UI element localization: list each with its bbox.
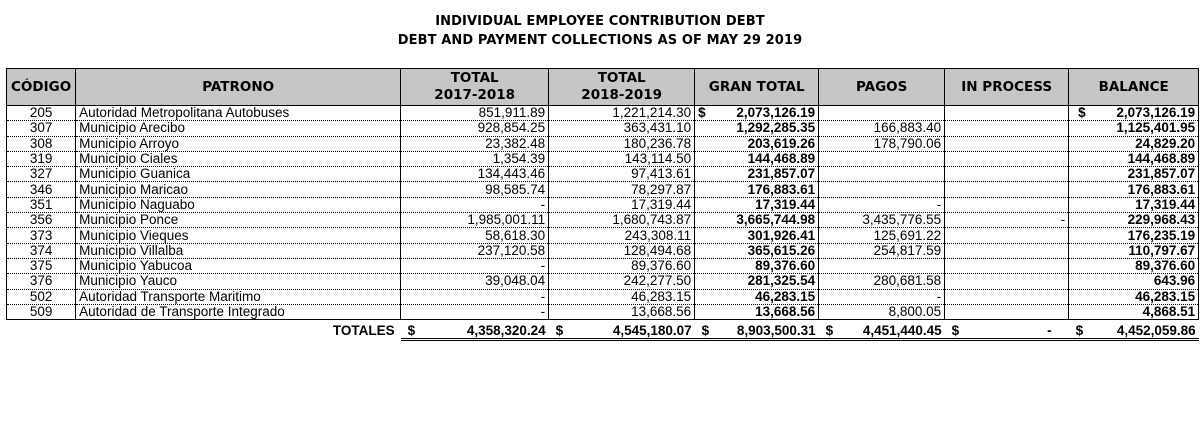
balance-cell bbox=[1069, 167, 1199, 182]
balance-cell bbox=[1069, 304, 1199, 319]
table-row bbox=[7, 136, 1199, 151]
code-cell-value: 375 bbox=[29, 258, 53, 274]
balance-cell-value: 144,468.89 bbox=[1127, 151, 1196, 167]
pagos-cell-value: - bbox=[936, 197, 942, 212]
total-2018-2019-cell-value: 1,221,214.30 bbox=[612, 105, 692, 121]
total-2017-2018-cell bbox=[401, 274, 549, 289]
header-row bbox=[7, 69, 1199, 106]
total-2018-2019-cell bbox=[549, 274, 695, 289]
code-cell bbox=[7, 304, 76, 319]
in-process-cell bbox=[945, 304, 1069, 319]
gran-total-cell-value: 203,619.26 bbox=[747, 136, 816, 151]
total-2017-2018-cell-value: - bbox=[540, 197, 546, 212]
pagos-cell bbox=[819, 182, 945, 197]
balance-cell bbox=[1069, 228, 1199, 243]
in-process-cell bbox=[945, 274, 1069, 289]
totals-currency-6: $ bbox=[1075, 322, 1084, 338]
header-balance: BALANCE bbox=[1069, 69, 1199, 106]
balance-cell-value: 2,073,126.19 bbox=[1116, 105, 1196, 121]
balance-cell-value: 24,829.20 bbox=[1135, 136, 1196, 151]
pagos-cell bbox=[819, 304, 945, 319]
total-2018-2019-cell-value: 13,668.56 bbox=[631, 304, 692, 319]
patrono-cell-value: Municipio Yauco bbox=[79, 273, 177, 289]
totals-currency-3: $ bbox=[701, 322, 710, 338]
totals-gran-total-value: 8,903,500.31 bbox=[736, 322, 816, 338]
balance-cell bbox=[1069, 136, 1199, 151]
pagos-cell-value: 3,435,776.55 bbox=[862, 212, 942, 228]
totals-total-2017-2018 bbox=[401, 320, 549, 340]
total-2018-2019-cell bbox=[549, 151, 695, 166]
totals-total-2018-2019-value: 4,545,180.07 bbox=[612, 322, 692, 338]
total-2017-2018-cell bbox=[401, 167, 549, 182]
pagos-cell bbox=[819, 213, 945, 228]
totals-pagos bbox=[819, 320, 945, 340]
in-process-cell bbox=[945, 243, 1069, 258]
gran-total-cell-value: 2,073,126.19 bbox=[736, 105, 816, 121]
table-row bbox=[7, 167, 1199, 182]
total-2017-2018-cell bbox=[401, 289, 549, 304]
gran-total-cell bbox=[695, 106, 819, 121]
pagos-cell-value: 166,883.40 bbox=[873, 120, 942, 136]
totals-in-process bbox=[945, 320, 1069, 340]
gran-total-cell-value: 46,283.15 bbox=[755, 289, 816, 304]
total-2018-2019-cell bbox=[549, 106, 695, 121]
gran-total-cell-value: 13,668.56 bbox=[755, 304, 816, 319]
code-cell bbox=[7, 274, 76, 289]
pagos-cell bbox=[819, 121, 945, 136]
total-2018-2019-cell-value: 97,413.61 bbox=[631, 166, 692, 182]
code-cell bbox=[7, 289, 76, 304]
pagos-cell bbox=[819, 106, 945, 121]
total-2018-2019-cell-value: 363,431.10 bbox=[623, 120, 692, 136]
header-total-2018-2019-line2: 2018-2019 bbox=[581, 87, 663, 103]
patrono-cell bbox=[76, 151, 401, 166]
total-2017-2018-cell-value: - bbox=[540, 289, 546, 304]
pagos-cell bbox=[819, 274, 945, 289]
code-cell-value: 502 bbox=[29, 289, 53, 304]
gran-total-cell-value: 1,292,285.35 bbox=[736, 120, 816, 136]
pagos-cell-value: 8,800.05 bbox=[888, 304, 942, 319]
balance-cell-value: 110,797.67 bbox=[1128, 243, 1196, 258]
gran-total-cell-value: 231,857.07 bbox=[747, 166, 816, 182]
header-patrono: PATRONO bbox=[76, 69, 401, 106]
header-codigo: CÓDIGO bbox=[7, 69, 76, 106]
in-process-cell bbox=[945, 228, 1069, 243]
total-2017-2018-cell bbox=[401, 304, 549, 319]
balance-cell bbox=[1069, 213, 1199, 228]
in-process-cell bbox=[945, 289, 1069, 304]
in-process-cell bbox=[945, 151, 1069, 166]
total-2018-2019-cell bbox=[549, 167, 695, 182]
gran-total-cell bbox=[695, 304, 819, 319]
header-total-2017-2018-line2: 2017-2018 bbox=[434, 87, 516, 103]
table-row bbox=[7, 106, 1199, 121]
report-subtitle: DEBT AND PAYMENT COLLECTIONS AS OF MAY 29 2019 bbox=[397, 33, 803, 48]
gran-total-cell bbox=[695, 182, 819, 197]
table-row bbox=[7, 243, 1199, 258]
balance-cell bbox=[1069, 182, 1199, 197]
total-2017-2018-cell bbox=[401, 151, 549, 166]
code-cell bbox=[7, 182, 76, 197]
total-2018-2019-cell-value: 1,680,743.87 bbox=[612, 212, 692, 228]
in-process-cell bbox=[945, 106, 1069, 121]
total-2018-2019-cell-value: 46,283.15 bbox=[631, 289, 692, 304]
total-2017-2018-cell bbox=[401, 243, 549, 258]
total-2017-2018-cell-value: 1,985,001.11 bbox=[467, 212, 546, 228]
patrono-cell-value: Autoridad Metropolitana Autobuses bbox=[79, 105, 290, 121]
pagos-cell-value: 254,817.59 bbox=[873, 243, 942, 258]
balance-cell bbox=[1069, 243, 1199, 258]
balance-cell bbox=[1069, 121, 1199, 136]
patrono-cell-value: Municipio Arecibo bbox=[79, 120, 185, 136]
gran-total-cell-value: 301,926.41 bbox=[747, 227, 816, 243]
in-process-cell bbox=[945, 213, 1069, 228]
balance-cell-value: 4,868.51 bbox=[1142, 304, 1196, 319]
pagos-cell bbox=[819, 167, 945, 182]
balance-cell bbox=[1069, 151, 1199, 166]
table-row bbox=[7, 121, 1199, 136]
gran-total-cell-value: 365,615.26 bbox=[747, 243, 816, 258]
code-cell-value: 205 bbox=[29, 105, 53, 121]
patrono-cell bbox=[76, 228, 401, 243]
code-cell-value: 376 bbox=[29, 273, 53, 289]
table-row bbox=[7, 151, 1199, 166]
patrono-cell bbox=[76, 243, 401, 258]
balance-cell bbox=[1069, 258, 1199, 273]
gran-total-cell-value: 3,665,744.98 bbox=[736, 212, 816, 228]
pagos-cell bbox=[819, 243, 945, 258]
in-process-cell bbox=[945, 167, 1069, 182]
patrono-cell-value: Municipio Maricao bbox=[79, 181, 188, 197]
currency-sign: $ bbox=[1078, 105, 1086, 121]
total-2017-2018-cell-value: 1,354.39 bbox=[492, 151, 546, 167]
total-2018-2019-cell-value: 17,319.44 bbox=[631, 197, 692, 212]
patrono-cell-value: Municipio Vieques bbox=[79, 227, 189, 243]
code-cell bbox=[7, 106, 76, 121]
code-cell-value: 308 bbox=[29, 136, 53, 151]
gran-total-cell bbox=[695, 258, 819, 273]
total-2018-2019-cell-value: 242,277.50 bbox=[623, 273, 692, 289]
code-cell bbox=[7, 228, 76, 243]
gran-total-cell bbox=[695, 213, 819, 228]
header-total-2017-2018-line1: TOTAL bbox=[450, 70, 499, 86]
total-2017-2018-cell-value: 39,048.04 bbox=[485, 273, 546, 289]
patrono-cell bbox=[76, 106, 401, 121]
totals-balance bbox=[1069, 320, 1199, 340]
total-2017-2018-cell bbox=[401, 213, 549, 228]
total-2018-2019-cell-value: 180,236.78 bbox=[623, 136, 692, 151]
total-2018-2019-cell bbox=[549, 197, 695, 212]
pagos-cell-value: 125,691.22 bbox=[873, 227, 942, 243]
table-row bbox=[7, 258, 1199, 273]
in-process-cell-value: - bbox=[1060, 212, 1066, 228]
table-row bbox=[7, 197, 1199, 212]
pagos-cell bbox=[819, 228, 945, 243]
pagos-cell bbox=[819, 151, 945, 166]
total-2017-2018-cell-value: 237,120.58 bbox=[477, 243, 546, 258]
gran-total-cell bbox=[695, 243, 819, 258]
balance-cell bbox=[1069, 197, 1199, 212]
code-cell-value: 373 bbox=[29, 227, 53, 243]
code-cell-value: 374 bbox=[29, 243, 53, 258]
patrono-cell-value: Municipio Guanica bbox=[79, 166, 191, 182]
patrono-cell bbox=[76, 121, 401, 136]
gran-total-cell bbox=[695, 228, 819, 243]
balance-cell-value: 46,283.15 bbox=[1135, 289, 1196, 304]
pagos-cell bbox=[819, 197, 945, 212]
patrono-cell bbox=[76, 274, 401, 289]
table-row bbox=[7, 228, 1199, 243]
total-2018-2019-cell-value: 78,297.87 bbox=[631, 181, 692, 197]
patrono-cell bbox=[76, 258, 401, 273]
total-2018-2019-cell bbox=[549, 304, 695, 319]
total-2017-2018-cell bbox=[401, 197, 549, 212]
totals-currency-2: $ bbox=[555, 322, 564, 338]
report-title: INDIVIDUAL EMPLOYEE CONTRIBUTION DEBT bbox=[435, 14, 765, 29]
patrono-cell-value: Municipio Naguabo bbox=[79, 197, 195, 212]
gran-total-cell-value: 176,883.61 bbox=[747, 181, 816, 197]
gran-total-cell bbox=[695, 121, 819, 136]
total-2018-2019-cell bbox=[549, 182, 695, 197]
in-process-cell bbox=[945, 136, 1069, 151]
total-2018-2019-cell bbox=[549, 136, 695, 151]
totals-currency-5: $ bbox=[951, 322, 960, 338]
table-row bbox=[7, 182, 1199, 197]
patrono-cell-value: Municipio Arroyo bbox=[79, 136, 179, 151]
total-2018-2019-cell-value: 89,376.60 bbox=[631, 258, 692, 274]
gran-total-cell-value: 144,468.89 bbox=[747, 151, 816, 167]
gran-total-cell bbox=[695, 274, 819, 289]
patrono-cell bbox=[76, 197, 401, 212]
code-cell-value: 307 bbox=[29, 120, 53, 136]
total-2017-2018-cell bbox=[401, 258, 549, 273]
in-process-cell bbox=[945, 197, 1069, 212]
patrono-cell-value: Municipio Ponce bbox=[79, 212, 179, 228]
in-process-cell bbox=[945, 182, 1069, 197]
balance-cell-value: 1,125,401.95 bbox=[1116, 120, 1196, 136]
gran-total-cell bbox=[695, 197, 819, 212]
code-cell bbox=[7, 121, 76, 136]
header-gran-total: GRAN TOTAL bbox=[695, 69, 819, 106]
patrono-cell bbox=[76, 167, 401, 182]
debt-table bbox=[6, 68, 1199, 341]
gran-total-cell bbox=[695, 136, 819, 151]
total-2017-2018-cell-value: 134,443.46 bbox=[477, 166, 546, 182]
total-2018-2019-cell bbox=[549, 213, 695, 228]
patrono-cell bbox=[76, 304, 401, 319]
balance-cell bbox=[1069, 106, 1199, 121]
patrono-cell bbox=[76, 182, 401, 197]
in-process-cell bbox=[945, 258, 1069, 273]
total-2017-2018-cell-value: - bbox=[540, 304, 546, 319]
code-cell-value: 319 bbox=[29, 151, 53, 167]
pagos-cell-value: 178,790.06 bbox=[873, 136, 942, 151]
patrono-cell-value: Autoridad de Transporte Integrado bbox=[79, 304, 285, 319]
total-2017-2018-cell bbox=[401, 228, 549, 243]
total-2017-2018-cell-value: - bbox=[540, 258, 546, 274]
gran-total-cell bbox=[695, 289, 819, 304]
pagos-cell bbox=[819, 258, 945, 273]
totals-currency-4: $ bbox=[825, 322, 834, 338]
gran-total-cell bbox=[695, 167, 819, 182]
totals-gran-total bbox=[695, 320, 819, 340]
total-2017-2018-cell bbox=[401, 121, 549, 136]
code-cell bbox=[7, 243, 76, 258]
totals-currency-1: $ bbox=[407, 322, 416, 338]
balance-cell bbox=[1069, 289, 1199, 304]
pagos-cell-value: - bbox=[936, 289, 942, 304]
table-row bbox=[7, 289, 1199, 304]
code-cell bbox=[7, 136, 76, 151]
header-in-process: IN PROCESS bbox=[945, 69, 1069, 106]
header-total-2018-2019-line1: TOTAL bbox=[597, 70, 646, 86]
total-2018-2019-cell-value: 243,308.11 bbox=[624, 227, 692, 243]
code-cell bbox=[7, 167, 76, 182]
patrono-cell bbox=[76, 289, 401, 304]
code-cell bbox=[7, 213, 76, 228]
balance-cell-value: 17,319.44 bbox=[1135, 197, 1196, 212]
pagos-cell bbox=[819, 289, 945, 304]
total-2017-2018-cell bbox=[401, 182, 549, 197]
currency-sign: $ bbox=[698, 105, 706, 121]
report-titles bbox=[0, 12, 1200, 50]
gran-total-cell-value: 89,376.60 bbox=[755, 258, 816, 274]
total-2018-2019-cell bbox=[549, 289, 695, 304]
totals-label: TOTALES bbox=[332, 323, 395, 339]
totals-pagos-value: 4,451,440.45 bbox=[862, 322, 942, 338]
code-cell-value: 327 bbox=[29, 166, 53, 182]
totals-balance-value: 4,452,059.86 bbox=[1116, 322, 1196, 338]
table-row bbox=[7, 274, 1199, 289]
total-2018-2019-cell bbox=[549, 121, 695, 136]
table-row bbox=[7, 213, 1199, 228]
gran-total-cell-value: 281,325.54 bbox=[747, 273, 816, 289]
table-row bbox=[7, 304, 1199, 319]
total-2017-2018-cell bbox=[401, 136, 549, 151]
total-2017-2018-cell-value: 58,618.30 bbox=[485, 227, 546, 243]
balance-cell-value: 176,235.19 bbox=[1127, 227, 1196, 243]
code-cell bbox=[7, 197, 76, 212]
total-2017-2018-cell-value: 98,585.74 bbox=[485, 181, 546, 197]
code-cell-value: 509 bbox=[29, 304, 53, 319]
patrono-cell-value: Municipio Yabucoa bbox=[79, 258, 192, 274]
gran-total-cell-value: 17,319.44 bbox=[755, 197, 816, 212]
total-2017-2018-cell bbox=[401, 106, 549, 121]
patrono-cell-value: Municipio Ciales bbox=[79, 151, 178, 167]
in-process-cell bbox=[945, 121, 1069, 136]
patrono-cell-value: Municipio Villalba bbox=[79, 243, 184, 258]
pagos-cell bbox=[819, 136, 945, 151]
totals-in-process-value: - bbox=[1047, 322, 1052, 338]
balance-cell-value: 176,883.61 bbox=[1127, 181, 1196, 197]
header-pagos: PAGOS bbox=[819, 69, 945, 106]
gran-total-cell bbox=[695, 151, 819, 166]
total-2017-2018-cell-value: 851,911.89 bbox=[478, 105, 546, 121]
totals-empty-cell bbox=[7, 320, 76, 340]
patrono-cell bbox=[76, 213, 401, 228]
totals-row bbox=[7, 320, 1199, 340]
balance-cell-value: 643.96 bbox=[1153, 273, 1196, 289]
total-2018-2019-cell bbox=[549, 258, 695, 273]
code-cell bbox=[7, 151, 76, 166]
total-2017-2018-cell-value: 928,854.25 bbox=[477, 120, 546, 136]
pagos-cell-value: 280,681.58 bbox=[873, 273, 942, 289]
code-cell-value: 351 bbox=[29, 197, 53, 212]
totals-total-2018-2019 bbox=[549, 320, 695, 340]
balance-cell-value: 231,857.07 bbox=[1127, 166, 1196, 182]
header-total-2017-2018 bbox=[401, 69, 549, 106]
balance-cell bbox=[1069, 274, 1199, 289]
total-2018-2019-cell bbox=[549, 228, 695, 243]
code-cell-value: 346 bbox=[29, 181, 53, 197]
totals-total-2017-2018-value: 4,358,320.24 bbox=[466, 322, 546, 338]
total-2017-2018-cell-value: 23,382.48 bbox=[485, 136, 546, 151]
patrono-cell-value: Autoridad Transporte Maritimo bbox=[79, 289, 261, 304]
balance-cell-value: 229,968.43 bbox=[1127, 212, 1196, 228]
code-cell bbox=[7, 258, 76, 273]
code-cell-value: 356 bbox=[29, 212, 53, 228]
total-2018-2019-cell-value: 143,114.50 bbox=[624, 151, 692, 167]
header-total-2018-2019 bbox=[549, 69, 695, 106]
balance-cell-value: 89,376.60 bbox=[1135, 258, 1196, 274]
total-2018-2019-cell bbox=[549, 243, 695, 258]
total-2018-2019-cell-value: 128,494.68 bbox=[623, 243, 692, 258]
patrono-cell bbox=[76, 136, 401, 151]
